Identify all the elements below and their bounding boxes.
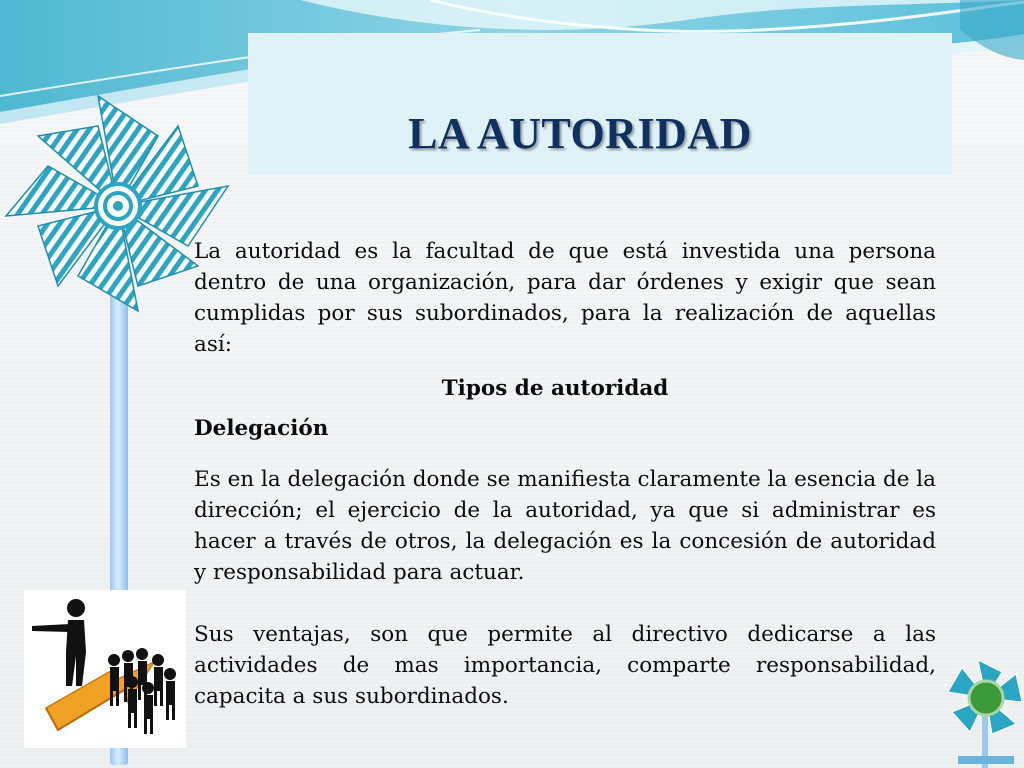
spacer — [194, 448, 936, 464]
delegation-paragraph: Es en la delegación donde se manifiesta claramente la esencia de la dirección; el ejercicio de la autoridad, ya que si administrar es hacer a través de otros, la delegación es la concesión de autoridad y responsabilidad para actuar. — [194, 467, 936, 585]
advantages-paragraph: Sus ventajas, son que permite al directivo dedicarse a las actividades de mas importancia, comparte responsabilidad, capacita a sus subordinados. — [194, 622, 936, 709]
pinwheel-small-icon — [944, 656, 1024, 768]
slide-body — [194, 236, 936, 712]
intro-paragraph: La autoridad es la facultad de que está investida una persona dentro de una organización, para dar órdenes y exigir que sean cumplidas por sus subordinados, para la realización de aquellas así: — [194, 239, 936, 357]
slide-title: LA AUTORIDAD — [408, 109, 752, 158]
section-heading: Delegación — [194, 416, 329, 441]
section-subtitle: Tipos de autoridad — [441, 376, 669, 401]
spacer — [194, 588, 936, 619]
leader-followers-illustration — [24, 590, 186, 748]
